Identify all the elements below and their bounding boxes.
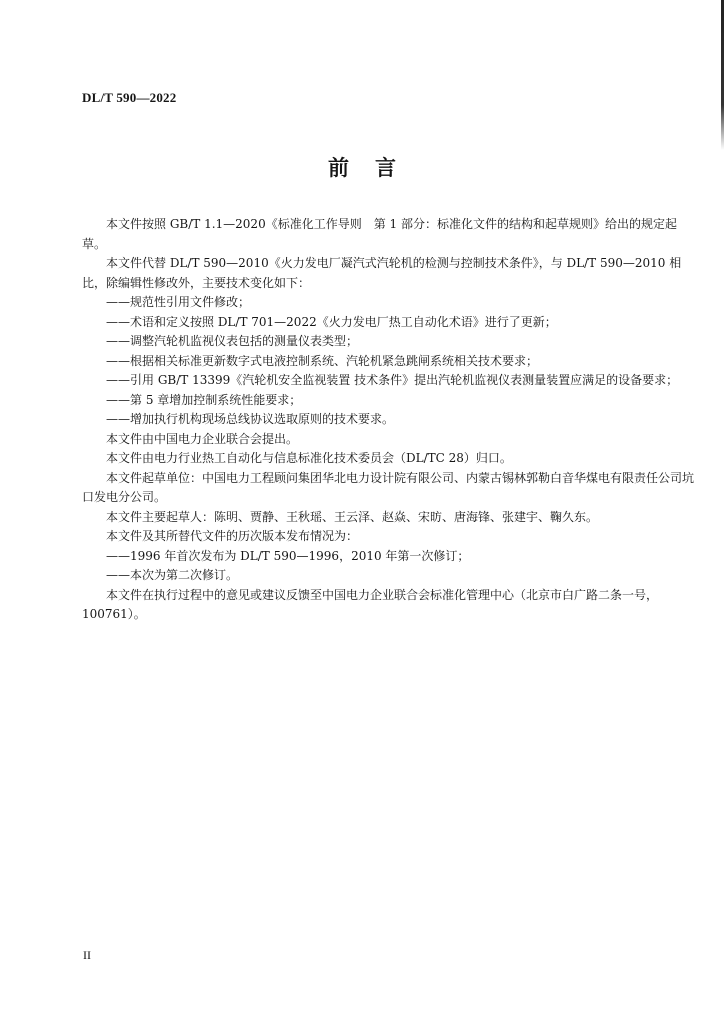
change-item: ——增加执行机构现场总线协议选取原则的技术要求。 — [106, 412, 395, 426]
paragraph-committee: 本文件由电力行业热工自动化与信息标准化技术委员会（DL/TC 28）归口。 — [106, 451, 512, 465]
change-item: ——调整汽轮机监视仪表包括的测量仪表类型； — [106, 334, 359, 348]
change-item: ——术语和定义按照 DL/T 701—2022《火力发电厂热工自动化术语》进行了更新； — [106, 314, 557, 329]
paragraph-proposer: 本文件由中国电力企业联合会提出。 — [106, 431, 299, 446]
page-title: 前言 — [328, 155, 422, 180]
standard-code-header: DL/T 590—2022 — [82, 90, 177, 105]
page-number: II — [83, 948, 91, 962]
foreword-body — [82, 215, 696, 625]
paragraph-drafting-units: 本文件起草单位：中国电力工程顾问集团华北电力设计院有限公司、内蒙古锡林郭勒白音华煤电有限责任公司坑口发电分公司。 — [82, 470, 695, 504]
paragraph-drafting-rules: 本文件按照 GB/T 1.1—2020《标准化工作导则 第 1 部分：标准化文件的结构和起草规则》给出的规定起草。 — [82, 217, 677, 251]
paragraph-drafters: 本文件主要起草人：陈明、贾静、王秋瑶、王云泽、赵焱、宋昉、唐海锋、张建宇、鞠久东。 — [106, 509, 599, 524]
paragraph-feedback: 本文件在执行过程中的意见或建议反馈至中国电力企业联合会标准化管理中心（北京市白广路二条一号，100761）。 — [82, 587, 659, 621]
paragraph-replacement: 本文件代替 DL/T 590—2010《火力发电厂凝汽式汽轮机的检测与控制技术条件》，与 DL/T 590—2010 相比，除编辑性修改外，主要技术变化如下： — [82, 256, 682, 290]
history-item: ——本次为第二次修订。 — [106, 568, 239, 582]
history-item: ——1996 年首次发布为 DL/T 590—1996，2010 年第一次修订； — [106, 548, 470, 563]
change-item: ——第 5 章增加控制系统性能要求； — [106, 392, 302, 407]
change-item: ——规范性引用文件修改； — [106, 295, 251, 309]
change-item: ——引用 GB/T 13399《汽轮机安全监视装置 技术条件》提出汽轮机监视仪表测量装置应满足的设备要求； — [106, 373, 679, 387]
paragraph-history-intro: 本文件及其所替代文件的历次版本发布情况为： — [106, 529, 359, 543]
change-item: ——根据相关标准更新数字式电液控制系统、汽轮机紧急跳闸系统相关技术要求； — [106, 353, 539, 368]
